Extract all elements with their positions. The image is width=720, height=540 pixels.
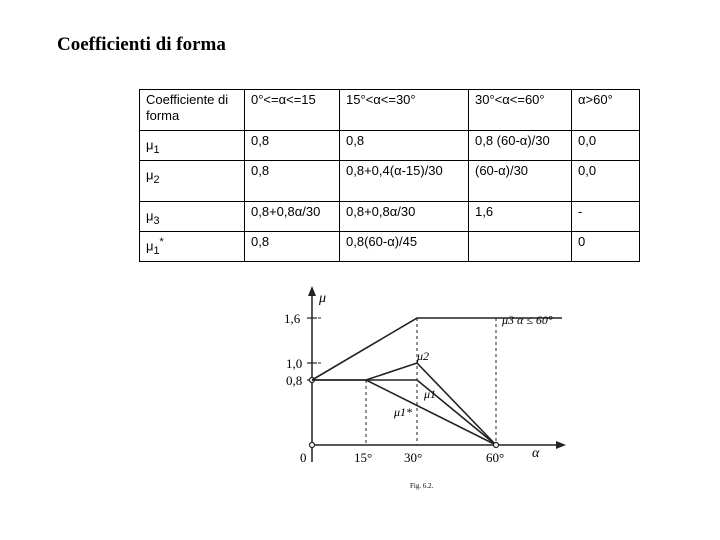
point-60 bbox=[494, 443, 499, 448]
header-cell: 30°<α<=60° bbox=[469, 90, 572, 131]
table-row bbox=[140, 160, 640, 201]
x-axis-arrow bbox=[556, 441, 566, 449]
curve-label-mu2: μ2 bbox=[417, 349, 430, 363]
header-cell: 0°<=α<=15 bbox=[245, 90, 340, 131]
y-tick-label: 1,6 bbox=[284, 311, 301, 326]
row-label: $\mu_1^*$ bbox=[140, 231, 245, 261]
row-label: $\mu_1$ bbox=[140, 131, 245, 161]
curve-label-mu1-star: μ1* bbox=[394, 405, 413, 419]
table-cell: 1,6 bbox=[469, 201, 572, 231]
table-cell: (60-α)/30 bbox=[469, 160, 572, 201]
table-cell: 0,8 (60-α)/30 bbox=[469, 131, 572, 161]
table-row bbox=[140, 201, 640, 231]
shape-coefficients-table bbox=[139, 89, 640, 262]
curve-mu3 bbox=[312, 318, 562, 380]
table-cell: 0,8+0,4(α-15)/30 bbox=[340, 160, 469, 201]
table-cell: 0,8 bbox=[245, 231, 340, 261]
table-cell: - bbox=[572, 201, 640, 231]
x-tick-label: 30° bbox=[404, 450, 423, 465]
x-axis-symbol: α bbox=[532, 446, 540, 461]
y-tick-label: 1,0 bbox=[286, 356, 303, 371]
table-row bbox=[140, 131, 640, 161]
table-cell: 0,8 bbox=[245, 131, 340, 161]
table-row bbox=[140, 231, 640, 261]
y-tick-label: 0,8 bbox=[286, 373, 303, 388]
header-cell: 15°<α<=30° bbox=[340, 90, 469, 131]
page-title: Coefficienti di forma bbox=[57, 34, 226, 55]
table-cell: 0,0 bbox=[572, 160, 640, 201]
origin-point bbox=[310, 443, 315, 448]
curve-label-mu1: μ1 bbox=[424, 387, 437, 401]
table-cell: 0,8+0,8α/30 bbox=[245, 201, 340, 231]
y-axis-arrow bbox=[308, 286, 316, 296]
figure-caption: Fig. 6.2. bbox=[410, 482, 434, 490]
curve-mu2 bbox=[312, 363, 496, 445]
header-cell: Coefficiente di forma bbox=[140, 90, 245, 131]
header-cell: α>60° bbox=[572, 90, 640, 131]
table-cell: 0,8 bbox=[245, 160, 340, 201]
x-tick-label: 60° bbox=[486, 450, 505, 465]
diagram-svg bbox=[262, 284, 582, 500]
y-tick-label: 0 bbox=[300, 450, 307, 465]
table-cell: 0,8(60-α)/45 bbox=[340, 231, 469, 261]
table-cell: 0,8 bbox=[340, 131, 469, 161]
table-header-row bbox=[140, 90, 640, 131]
table-cell: 0,8+0,8α/30 bbox=[340, 201, 469, 231]
table-cell bbox=[469, 231, 572, 261]
curve-label-mu3: μ3 α ≤ 60° bbox=[502, 313, 553, 327]
row-label: $\mu_3$ bbox=[140, 201, 245, 231]
table-cell: 0,0 bbox=[572, 131, 640, 161]
y-axis-symbol: μ bbox=[319, 291, 327, 306]
table-cell: 0 bbox=[572, 231, 640, 261]
shape-coefficient-diagram bbox=[262, 284, 582, 505]
row-label: $\mu_2$ bbox=[140, 160, 245, 201]
x-tick-label: 15° bbox=[354, 450, 373, 465]
